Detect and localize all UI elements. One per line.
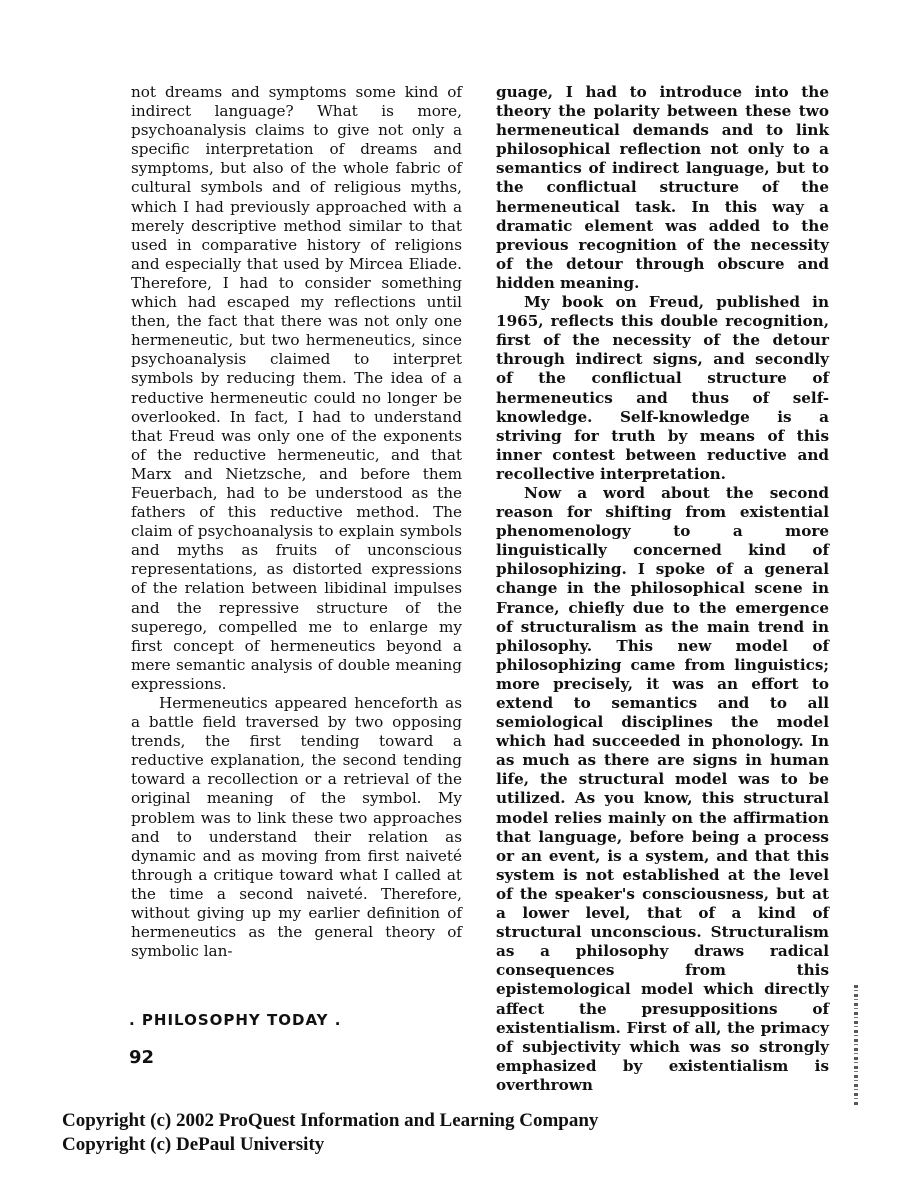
copyright-line-1: Copyright (c) 2002 ProQuest Information and Learning Company xyxy=(62,1110,599,1131)
scan-artifact xyxy=(854,985,858,1105)
paragraph: Now a word about the second reason for shifting from existential phenomenology to a more linguistically concerned kind of philosophizing. I spoke of a general change in the philosophical scene in France, chiefly due to the emergence of structuralism as the main trend in philosophy. This new model of philosophizing came from linguistics; more precisely, it was an effort to extend to semantics and to all semiological disciplines the model which had succeeded in phonology. In as much as there are signs in human life, the structural model was to be utilized. As you know, this structural model relies mainly on the affirmation that language, before being a process or an event, is a system, and that this system is not established at the level of the speaker's consciousness, but at a lower level, that of a kind of structural unconscious. Structuralism as a philosophy draws radical consequences from this epistemological model which directly affect the presuppositions of existentialism. First of all, the primacy of subjectivity which was so strongly emphasized by existentialism is overthrown xyxy=(496,483,829,1094)
right-text-column xyxy=(496,83,829,1095)
journal-footer: . PHILOSOPHY TODAY . xyxy=(129,1011,342,1029)
copyright-line-2: Copyright (c) DePaul University xyxy=(62,1134,325,1155)
paragraph: guage, I had to introduce into the theory the polarity between these two hermeneutical demands and to link philosophical reflection not only to a semantics of indirect language, but to the conflictual structure of the hermeneutical task. In this way a dramatic element was added to the previous recognition of the necessity of the detour through obscure and hidden meaning. xyxy=(496,83,829,292)
paragraph: My book on Freud, published in 1965, reflects this double recognition, first of the necessity of the detour through indirect signs, and secondly of the conflictual structure of hermeneutics and thus of self-knowledge. Self-knowledge is a striving for truth by means of this inner contest between reductive and recollective interpretation. xyxy=(496,293,829,483)
paragraph: Hermeneutics appeared henceforth as a battle field traversed by two opposing trends, the first tending toward a reductive explanation, the second tending toward a recollection or a retrieval of the original meaning of the symbol. My problem was to link these two approaches and to understand their relation as dynamic and as moving from first naiveté through a critique toward what I called at the time a second naiveté. Therefore, without giving up my earlier definition of hermeneutics as the general theory of symbolic lan- xyxy=(131,694,462,961)
left-text-column xyxy=(131,83,462,961)
paragraph: not dreams and symptoms some kind of indirect language? What is more, psychoanalysis claims to give not only a specific interpretation of dreams and symptoms, but also of the whole fabric of cultural symbols and of religious myths, which I had previously approached with a merely descriptive method similar to that used in comparative history of religions and especially that used by Mircea Eliade. Therefore, I had to consider something which had escaped my reflections until then, the fact that there was not only one hermeneutic, but two hermeneutics, since psychoanalysis claimed to interpret symbols by reducing them. The idea of a reductive hermeneutic could no longer be overlooked. In fact, I had to understand that Freud was only one of the exponents of the reductive hermeneutic, and that Marx and Nietzsche, and before them Feuerbach, had to be understood as the fathers of this reductive method. The claim of psychoanalysis to explain symbols and myths as fruits of unconscious representations, as distorted expressions of the relation between libidinal impulses and the repressive structure of the superego, compelled me to enlarge my first concept of hermeneutics beyond a mere semantic analysis of double meaning expressions. xyxy=(131,83,462,693)
page-number: 92 xyxy=(129,1047,155,1068)
